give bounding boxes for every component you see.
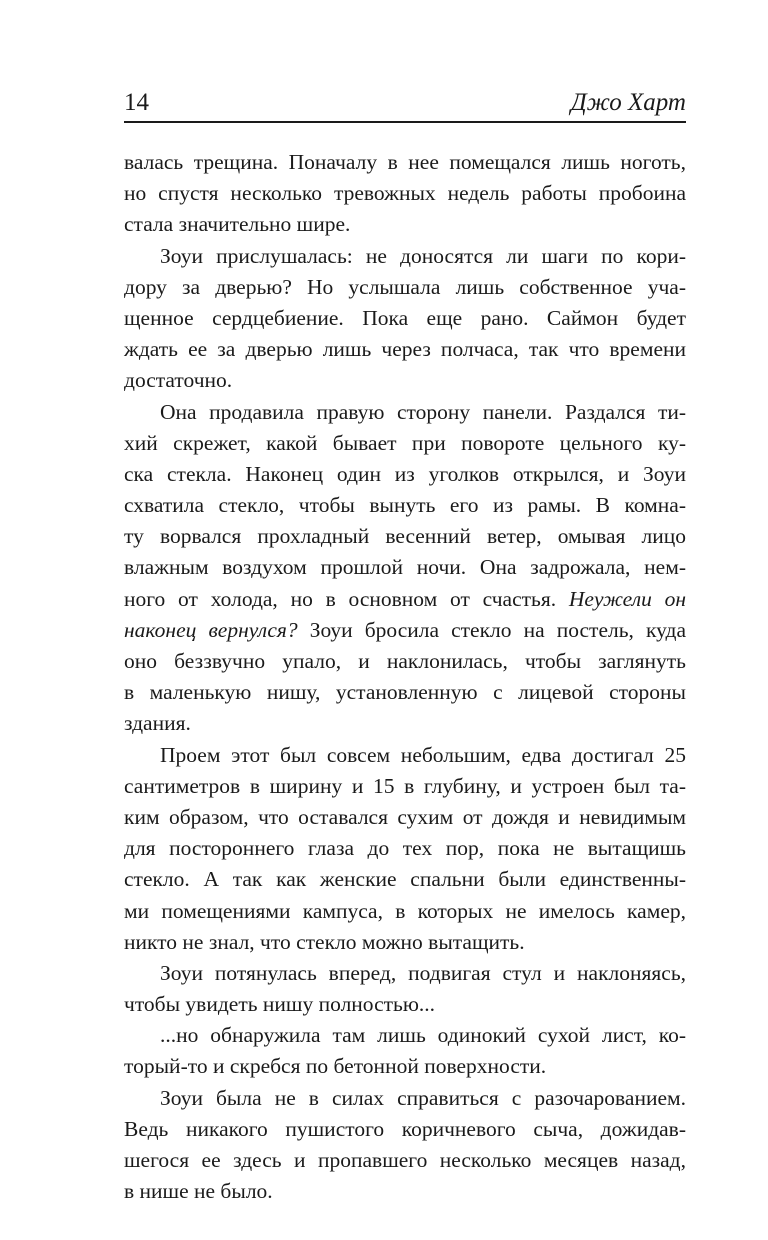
text-line: щенное сердцебиение. Пока еще рано. Саймон будет xyxy=(124,305,686,330)
italic-segment: Неужели он xyxy=(568,586,687,611)
text-line: в маленькую нишу, установленную с лицевой стороны xyxy=(124,680,686,705)
text-line: ту ворвался прохладный весенний ветер, омывая лицо xyxy=(124,524,686,549)
text-line: но спустя несколько тревожных недель работы пробоина xyxy=(124,181,686,206)
text-line: Она продавила правую сторону панели. Раздался ти- xyxy=(160,399,686,424)
text-line: ска стекла. Наконец один из уголков открылся, и Зоуи xyxy=(124,461,686,486)
text-line: оно беззвучно упало, и наклонилась, чтобы заглянуть xyxy=(124,649,686,673)
text-line: влажным воздухом прошлой ночи. Она задрожала, нем- xyxy=(124,555,686,580)
paragraph xyxy=(124,1020,686,1082)
text-line-mixed xyxy=(124,615,686,646)
text-line: стала значительно шире. xyxy=(124,212,351,237)
text-line: ми помещениями кампуса, в которых не имелось камер, xyxy=(124,898,686,923)
text-line: здания. xyxy=(124,711,191,736)
text-line: дору за дверью? Но услышала лишь собственное уча- xyxy=(124,274,686,299)
text-line: хий скрежет, какой бывает при повороте цельного ку- xyxy=(124,430,686,455)
running-head-author: Джо Харт xyxy=(570,89,686,116)
text-line: чтобы увидеть нишу полностью... xyxy=(124,992,436,1017)
text-line: сантиметров в ширину и 15 в глубину, и устроен был та- xyxy=(124,773,686,798)
text-line: никто не знал, что стекло можно вытащить. xyxy=(124,929,525,954)
text-line: стекло. А так как женские спальни были единственны- xyxy=(124,867,686,892)
text-line-mixed xyxy=(124,584,686,615)
paragraph xyxy=(124,241,686,397)
text-line: Зоуи прислушалась: не доносятся ли шаги по кори- xyxy=(160,243,686,268)
text-line: торый-то и скребся по бетонной поверхности. xyxy=(124,1054,547,1079)
paragraph xyxy=(124,958,686,1020)
page-header xyxy=(124,88,686,122)
text-line: ким образом, что оставался сухим от дождя и невидимым xyxy=(124,804,686,829)
text-line: достаточно. xyxy=(124,368,233,393)
body-text xyxy=(124,147,686,1207)
paragraph xyxy=(124,740,686,958)
paragraph xyxy=(124,397,686,740)
text-line: ждать ее за дверью лишь через полчаса, так что времени xyxy=(124,337,686,362)
text-line: в нише не было. xyxy=(124,1179,273,1204)
text-line: шегося ее здесь и пропавшего несколько месяцев назад, xyxy=(124,1148,686,1172)
italic-segment: наконец вернулся? xyxy=(124,617,298,642)
text-line: Ведь никакого пушистого коричневого сыча, дожидав- xyxy=(124,1116,686,1141)
text-segment: ного от холода, но в основном от счастья. xyxy=(124,586,557,611)
text-line: Проем этот был совсем небольшим, едва достигал 25 xyxy=(160,742,686,767)
paragraph xyxy=(124,147,686,241)
text-line: для постороннего глаза до тех пор, пока не вытащишь xyxy=(124,836,686,861)
text-segment: Зоуи бросила стекло на постель, куда xyxy=(309,617,686,642)
text-line: валась трещина. Поначалу в нее помещался лишь ноготь, xyxy=(124,150,686,174)
text-line: ...но обнаружила там лишь одинокий сухой лист, ко- xyxy=(160,1023,686,1048)
paragraph xyxy=(124,1083,686,1208)
text-line: схватила стекло, чтобы вынуть его из рамы. В комна- xyxy=(124,493,686,518)
header-rule xyxy=(124,121,686,123)
page-number: 14 xyxy=(124,89,149,116)
text-line: Зоуи потянулась вперед, подвигая стул и наклоняясь, xyxy=(160,960,686,985)
text-line: Зоуи была не в силах справиться с разочарованием. xyxy=(160,1085,686,1110)
